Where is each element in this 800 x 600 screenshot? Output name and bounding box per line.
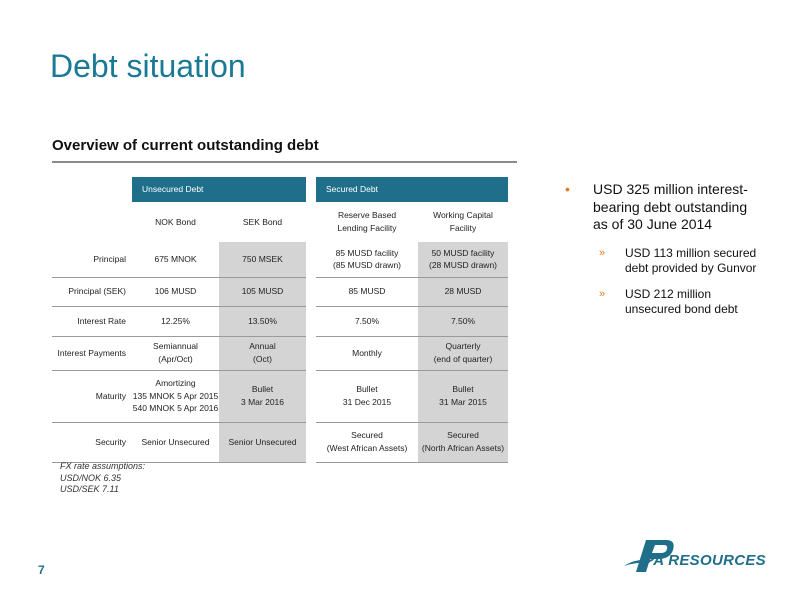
cell-line: (Apr/Oct) <box>158 354 193 364</box>
fx-note-line: USD/SEK 7.11 <box>60 484 119 495</box>
cell-line: Secured <box>351 430 383 441</box>
column-header <box>219 202 306 242</box>
table-cell <box>219 306 306 336</box>
sub-bullet <box>599 246 765 277</box>
cell-line: Bullet <box>452 384 474 395</box>
cell-line: 28 MUSD <box>444 286 482 297</box>
table-cell <box>418 336 508 370</box>
company-logo <box>622 536 772 574</box>
cell-line: Working Capital <box>433 210 493 221</box>
page-number: 7 <box>38 563 45 577</box>
cell-line: Reserve Based <box>337 210 397 221</box>
row-label: Security <box>52 422 132 462</box>
main-bullet-text: USD 325 million interest-bearing debt outstanding as of 30 June 2014 <box>593 181 748 232</box>
cell-line: 135 MNOK 5 Apr 2015 <box>132 390 219 401</box>
cell-line: (85 MUSD drawn) <box>332 260 402 271</box>
main-bullet <box>565 181 765 234</box>
debt-table <box>52 177 508 463</box>
table-cell <box>132 306 219 336</box>
cell-line: 106 MUSD <box>154 286 197 297</box>
cell-line: Senior Unsecured <box>228 436 297 447</box>
slide-title: Debt situation <box>50 48 246 84</box>
table-cell <box>219 336 306 370</box>
row-label: Principal <box>52 242 132 277</box>
cell-line: NOK Bond <box>155 216 196 227</box>
cell-line: Monthly <box>352 347 382 358</box>
cell-line: 85 MUSD facility <box>335 247 399 258</box>
table-cell <box>316 242 418 277</box>
cell-line: Amortizing <box>155 377 196 388</box>
cell-line: 31 Dec 2015 <box>342 397 392 407</box>
table-cell <box>132 242 219 277</box>
section-title: Overview of current outstanding debt <box>52 137 319 154</box>
section-divider <box>52 161 517 163</box>
table-row <box>52 422 508 462</box>
table-cell <box>418 306 508 336</box>
cell-line: 105 MUSD <box>241 286 284 297</box>
table-row <box>52 370 508 422</box>
row-label: Principal (SEK) <box>52 277 132 306</box>
table-row <box>52 242 508 277</box>
chevron-right-icon: » <box>599 246 606 259</box>
unsecured-debt-header: Unsecured Debt <box>132 177 306 202</box>
summary-bullets <box>565 181 765 328</box>
cell-line: 7.50% <box>354 315 380 326</box>
table-cell <box>132 336 219 370</box>
cell-line: Secured <box>447 430 479 441</box>
table-cell <box>316 422 418 462</box>
table-cell <box>418 242 508 277</box>
cell-line: Bullet <box>251 384 274 395</box>
sub-bullet-text: USD 212 million unsecured bond debt <box>625 286 738 317</box>
table-cell <box>132 422 219 462</box>
cell-line: SEK Bond <box>242 216 283 227</box>
bullet-dot-icon: • <box>565 181 570 197</box>
row-label: Interest Payments <box>52 336 132 370</box>
cell-line: 540 MNOK 5 Apr 2016 <box>132 403 219 414</box>
table-cell <box>219 370 306 422</box>
chevron-right-icon: » <box>599 287 606 300</box>
cell-line: 750 MSEK <box>242 253 283 264</box>
table-cell <box>316 370 418 422</box>
table-cell <box>316 336 418 370</box>
table-cell <box>132 370 219 422</box>
column-header <box>316 202 418 242</box>
cell-line: (end of quarter) <box>433 354 493 364</box>
fx-note-line: FX rate assumptions: <box>60 461 146 471</box>
column-header-row <box>52 202 508 242</box>
fx-note-line: USD/NOK 6.35 <box>60 472 122 483</box>
sub-bullet <box>599 287 765 318</box>
cell-line: Semiannual <box>153 341 198 352</box>
row-label: Maturity <box>52 370 132 422</box>
cell-line: (28 MUSD drawn) <box>428 260 498 271</box>
logo-text: PA RESOURCES <box>644 552 766 569</box>
column-header <box>418 202 508 242</box>
table-cell <box>418 422 508 462</box>
sub-bullet-list <box>599 246 765 318</box>
table-cell <box>316 277 418 306</box>
table-cell <box>219 422 306 462</box>
table-cell <box>316 306 418 336</box>
table-cell <box>418 277 508 306</box>
cell-line: Senior Unsecured <box>141 436 210 447</box>
cell-line: 13.50% <box>248 315 277 326</box>
cell-line: Annual <box>249 341 276 352</box>
group-header-row <box>52 177 508 202</box>
column-header <box>132 202 219 242</box>
cell-line: 12.25% <box>161 315 190 326</box>
cell-line: 31 Mar 2015 <box>439 397 487 407</box>
table-cell <box>418 370 508 422</box>
cell-line: 3 Mar 2016 <box>241 397 284 407</box>
cell-line: Lending Facility <box>337 223 397 233</box>
table-cell <box>219 277 306 306</box>
table-row <box>52 306 508 336</box>
cell-line: Quarterly <box>445 341 481 352</box>
cell-line: 7.50% <box>450 315 476 326</box>
table-row <box>52 336 508 370</box>
table-cell <box>132 277 219 306</box>
row-label: Interest Rate <box>52 306 132 336</box>
cell-line: (West African Assets) <box>326 443 408 453</box>
table-cell <box>219 242 306 277</box>
cell-line: 50 MUSD facility <box>431 247 495 258</box>
cell-line: Bullet <box>356 384 378 395</box>
cell-line: (North African Assets) <box>421 443 505 453</box>
secured-debt-header: Secured Debt <box>316 177 508 202</box>
table-row <box>52 277 508 306</box>
cell-line: (Oct) <box>253 354 272 364</box>
cell-line: 85 MUSD <box>348 286 386 297</box>
fx-rate-notes <box>60 461 145 496</box>
cell-line: Facility <box>449 223 477 233</box>
cell-line: 675 MNOK <box>154 253 197 264</box>
sub-bullet-text: USD 113 million secured debt provided by Gunvor <box>625 245 757 276</box>
